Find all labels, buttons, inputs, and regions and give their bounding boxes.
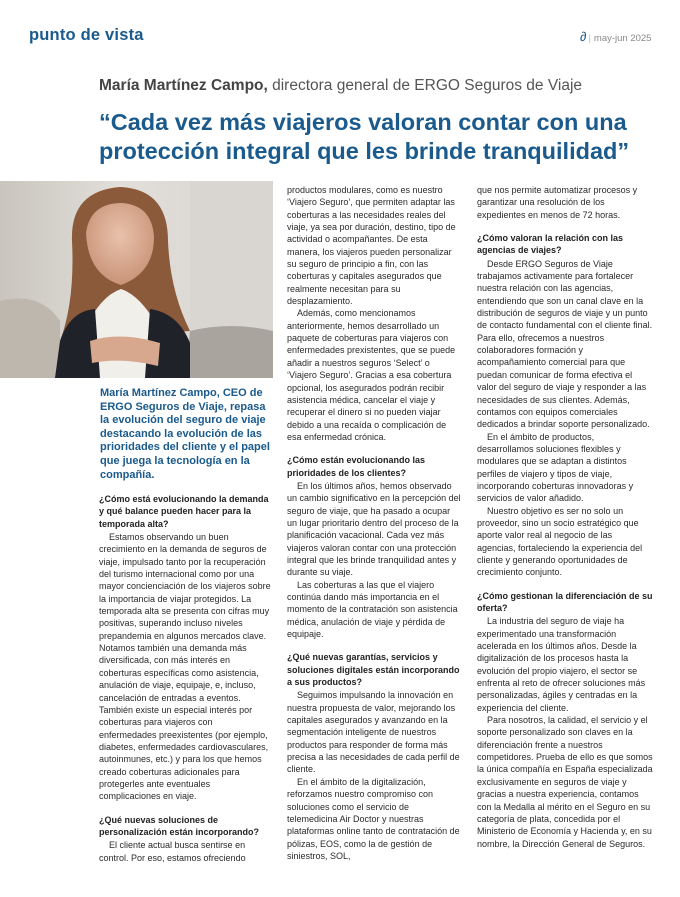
lead-paragraph: María Martínez Campo, CEO de ERGO Seguros de Viaje, repasa la evolución del seguro de viaje destacando la evolución de las prioridades del cliente y el papel que juega la tecnología en la compañía.: [100, 387, 270, 481]
paragraph: La industria del seguro de viaje ha experimentado una transformación acelerada en los últimos años. Desde la digitalización de los procesos hasta la evolución del propio viajero, el sector se enfrenta al reto de ofrecer soluciones más personalizadas, ágiles y centradas en la experiencia del cliente.: [477, 616, 646, 713]
paragraph: En los últimos años, hemos observado un cambio significativo en la percepción del seguro de viaje, que ha pasado a ocupar un lugar prioritario dentro del proceso de la planificación vacacional. Cada vez más viajeros valoran contar con una protección integral que les brinde tranquilidad antes y durante su viaje.: [287, 480, 461, 578]
paragraph: En el ámbito de productos, desarrollamos soluciones flexibles y modulares que se adaptan a distintos perfiles de viajero y tipos de viaje, incorporando coberturas innovadoras y servicios de valor añadido.: [477, 431, 634, 504]
paragraph: Para nosotros, la calidad, el servicio y el soporte personalizado son claves en la diferenciación frente a nuestros competidores. Prueba de ello es que somos la única compañía en España especializada exclusivamente en seguros de viaje y gracias a nuestra experiencia, contamos con la Medalla al mérito en el Seguro en su categoría de plata, concedida por el Ministerio de Economía y Hacienda y, en su nombre, la Dirección General de Seguros.: [477, 715, 653, 849]
question-heading: ¿Cómo gestionan la diferenciación de su oferta?: [477, 590, 653, 613]
question-heading: ¿Qué nuevas garantías, servicios y soluciones digitales están incorporando a sus productos?: [287, 652, 460, 688]
paragraph: productos modulares, como es nuestro ‘Viajero Seguro’, que permiten adaptar las coberturas a las necesidades reales del viaje, ya sea por duración, destino, tipo de actividad o acompañantes. De esta manera, los viajeros pueden personalizar su seguro de principio a fin, con las coberturas y capitales asegurados que realmente necesitan para su desplazamiento.: [287, 185, 456, 307]
article-column-3: [477, 184, 653, 850]
question-heading: ¿Cómo están evolucionando las prioridades de los clientes?: [287, 455, 426, 478]
article-column-2: [287, 184, 462, 862]
byline: [99, 77, 582, 95]
question-heading: ¿Qué nuevas soluciones de personalización están incorporando?: [99, 814, 260, 837]
paragraph: En el ámbito de la digitalización, reforzamos nuestro compromiso con soluciones como el servicio de telemedicina Air Doctor y nuestras plataformas online tanto de contratación de pólizas, EOS, como la de gestión de siniestros, SOL,: [287, 776, 460, 861]
byline-name: María Martínez Campo,: [99, 77, 268, 94]
paragraph: Además, como mencionamos anteriormente, hemos desarrollado un paquete de coberturas para viajeros con enfermedades prexistentes, que se puede añadir a nuestros seguros ‘Select’ o ‘Viajero Seguro’. Gracias a esa cobertura opcional, los asegurados podrán recibir asistencia médica, cancelar el viaje y recuperar el dinero si no pueden viajar debido a una recaída o complicación de esa enfermedad crónica.: [287, 308, 456, 442]
paragraph: Seguimos impulsando la innovación en nuestra propuesta de valor, mejorando los capitales asegurados y avanzando en la segmentación inteligente de nuestros productos para responder de forma más precisa a las necesidades de cada perfil de cliente.: [287, 690, 460, 775]
paragraph: Desde ERGO Seguros de Viaje trabajamos activamente para fortalecer nuestra relación con las agencias, entendiendo que son un canal clave en la distribución de seguros de viaje y un punto de contacto fundamental con el cliente final. Para ello, ofrecemos a nuestros colaboradores formación y acompañamiento comercial para que puedan comunicar de forma efectiva el valor del seguro de viaje y responder a las necesidades de sus clientes. Además, contamos con equipos comerciales dedicados a brindar soporte personalizado.: [477, 258, 653, 430]
paragraph: Nuestro objetivo es ser no solo un proveedor, sino un socio estratégico que aporte valor real al negocio de las agencias, fortaleciendo la experiencia del cliente y generando oportunidades de crecimiento conjunto.: [477, 505, 643, 578]
article-column-1: [99, 493, 271, 864]
byline-role: directora general de ERGO Seguros de Viaje: [267, 77, 583, 94]
headline: “Cada vez más viajeros valoran contar con una protección integral que les brinde tranquilidad”: [99, 109, 630, 164]
paragraph: El cliente actual busca sentirse en control. Por eso, estamos ofreciendo: [99, 840, 246, 863]
issue-date: ∂ | may-jun 2025: [580, 29, 652, 44]
question-heading: ¿Cómo valoran la relación con las agencias de viajes?: [477, 233, 624, 256]
paragraph: Las coberturas a las que el viajero continúa dando más importancia en el momento de la contratación son asistencia médica, anulación de viaje y pérdida de equipaje.: [287, 579, 458, 640]
question-heading: ¿Cómo está evolucionando la demanda y qué balance pueden hacer para la temporada alta?: [99, 494, 269, 529]
paragraph: Estamos observando un buen crecimiento en la demanda de seguros de viaje, impulsado tanto por la recuperación del turismo internacional como por una mayor concienciación de los viajeros sobre la importancia de viajar protegidos. La temporada alta se presenta con cifras muy positivas, superando incluso niveles prepandemia en algunos mercados clave. Notamos también una demanda más diversificada, con más interés en coberturas específicas como asistencia, anulación de viaje, equipaje, e, incluso, cancelación de entradas a eventos. También existe un especial interés por coberturas para viajeros con enfermedades preexistentes (por ejemplo, diabetes, enfermedades cardiovasculares, autoinmunes, etc.) y para los que hemos creado coberturas adicionales para protegerles ante eventuales complicaciones en viaje.: [99, 532, 271, 802]
paragraph: que nos permite automatizar procesos y garantizar una resolución de los expedientes en menos de 72 horas.: [477, 185, 638, 220]
section-title: punto de vista: [29, 26, 144, 44]
magazine-logo-icon: ∂: [580, 29, 587, 44]
portrait-photo: [0, 181, 273, 378]
issue-date-text: may-jun 2025: [593, 33, 652, 44]
